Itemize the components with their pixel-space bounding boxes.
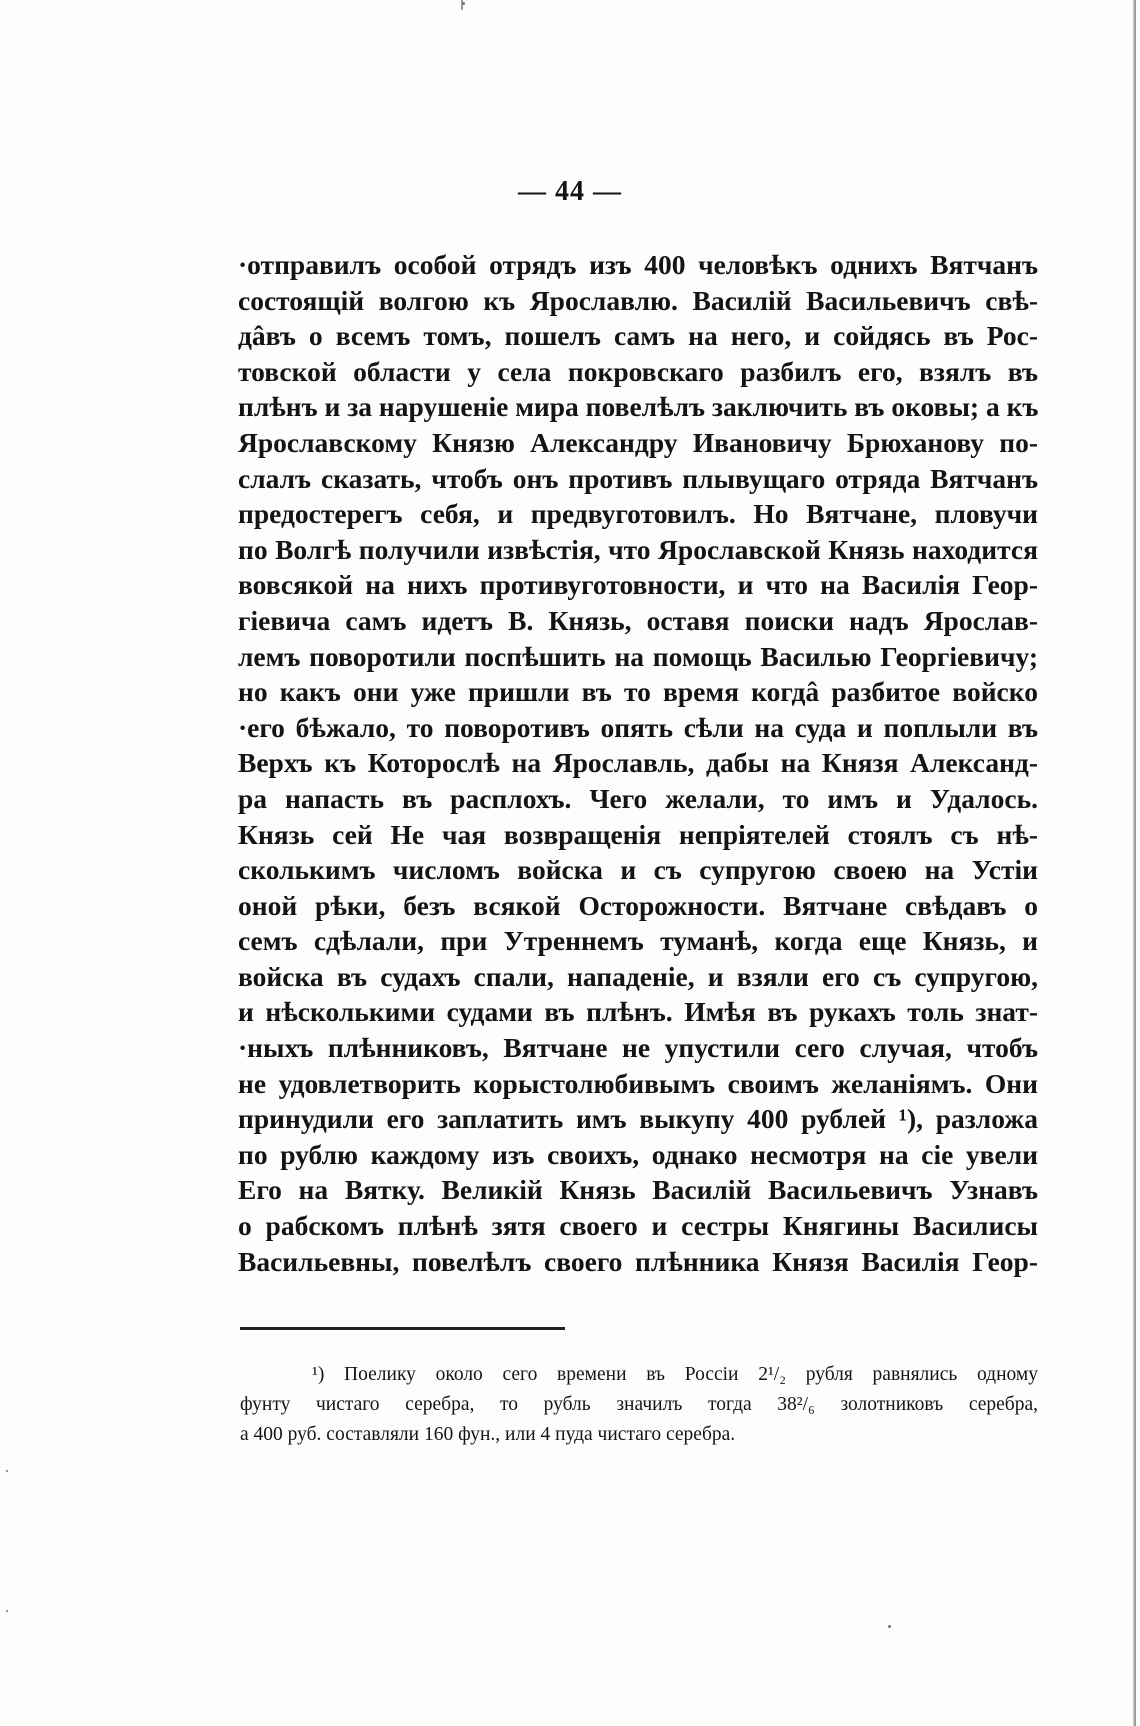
body-line: гіевича самъ идетъ В. Князь, оставя поиски надъ Ярослав- xyxy=(238,604,1038,636)
body-line: ·его бѣжало, то поворотивъ опять сѣли на суда и поплыли въ xyxy=(238,711,1038,743)
body-line: по рублю каждому изъ своихъ, однако несмотря на сіе увели xyxy=(238,1138,1038,1170)
scan-speck xyxy=(6,1470,8,1472)
scan-speck xyxy=(888,1625,891,1628)
footnote-divider xyxy=(240,1327,565,1330)
body-line: Васильевны, повелѣлъ своего плѣнника Князя Василія Геор- xyxy=(238,1245,1038,1277)
body-line: и нѣсколькими судами въ плѣнъ. Имѣя въ рукахъ толь знат- xyxy=(238,996,1038,1028)
body-line: Князь сей Не чая возвращенія непріятелей стоялъ съ нѣ- xyxy=(238,818,1038,850)
body-line: войска въ судахъ спали, нападеніе, и взяли его съ супругою, xyxy=(238,960,1038,992)
body-line: Его на Вятку. Великій Князь Василій Васильевичъ Узнавъ xyxy=(238,1174,1038,1206)
body-line: Верхъ къ Которослѣ на Ярославль, дабы на Князя Александ- xyxy=(238,747,1038,779)
body-line: по Волгѣ получили извѣстія, что Ярославской Князь находится xyxy=(238,533,1038,565)
page-edge-shadow xyxy=(1133,0,1136,1726)
body-line: товской области у села покровскаго разбилъ его, взялъ въ xyxy=(238,355,1038,387)
body-line: предостерегъ себя, и предвуготовилъ. Но Вятчане, пловучи xyxy=(238,498,1038,530)
body-line: ·ныхъ плѣнниковъ, Вятчане не упустили сего случая, чтобъ xyxy=(238,1032,1038,1064)
page-number: — 44 — xyxy=(518,176,622,207)
body-line: дâвъ о всемъ томъ, пошелъ самъ на него, и сойдясь въ Рос- xyxy=(238,320,1038,352)
body-line: сколькимъ числомъ войска и съ супругою своею на Устіи xyxy=(238,854,1038,886)
body-line: не удовлетворить корыстолюбивымъ своимъ желаніямъ. Они xyxy=(238,1067,1038,1099)
body-line: но какъ они уже пришли въ то время когдâ разбитое войско xyxy=(238,676,1038,708)
footnote-line: фунту чистаго серебра, то рубль значилъ тогда 38²/₆ золотниковъ серебра, xyxy=(240,1394,1038,1415)
body-line: ра напасть въ расплохъ. Чего желали, то имъ и Удалось. xyxy=(238,782,1038,814)
footnotes xyxy=(240,1360,1038,1450)
body-line: лемъ поворотили поспѣшить на помощь Василью Георгіевичу; xyxy=(238,640,1038,672)
body-line: ·отправилъ особой отрядъ изъ 400 человѣкъ однихъ Вятчанъ xyxy=(238,249,1038,280)
body-line: плѣнъ и за нарушеніе мира повелѣлъ заключить въ оковы; а къ xyxy=(238,391,1038,423)
body-line: слалъ сказать, чтобъ онъ противъ плывущаго отряда Вятчанъ xyxy=(238,462,1038,494)
body-line: состоящій волгою къ Ярославлю. Василій Васильевичъ свѣ- xyxy=(238,284,1038,316)
body-line: о рабскомъ плѣнѣ зятя своего и сестры Княгины Василисы xyxy=(238,1210,1038,1242)
body-line: Ярославскому Князю Александру Ивановичу Брюханову по- xyxy=(238,426,1038,458)
body-text xyxy=(238,247,1038,1279)
scan-speck xyxy=(6,1610,8,1612)
footnote-line: а 400 руб. составляли 160 фун., или 4 пуда чистаго серебра. xyxy=(240,1424,736,1445)
footnote-line: ¹) Поелику около сего времени въ Россіи 2¹/₂ рубля равнялись одному xyxy=(312,1364,1038,1385)
body-line: оной рѣки, безъ всякой Осторожности. Вятчане свѣдавъ о xyxy=(238,889,1038,921)
body-line: вовсякой на нихъ противуготовности, и что на Василія Геор- xyxy=(238,569,1038,601)
body-line: семъ сдѣлали, при Утреннемъ туманѣ, когда еще Князь, и xyxy=(238,925,1038,957)
body-line: принудили его заплатить имъ выкупу 400 рублей ¹), разложа xyxy=(238,1103,1038,1135)
scan-speck xyxy=(462,2,465,5)
